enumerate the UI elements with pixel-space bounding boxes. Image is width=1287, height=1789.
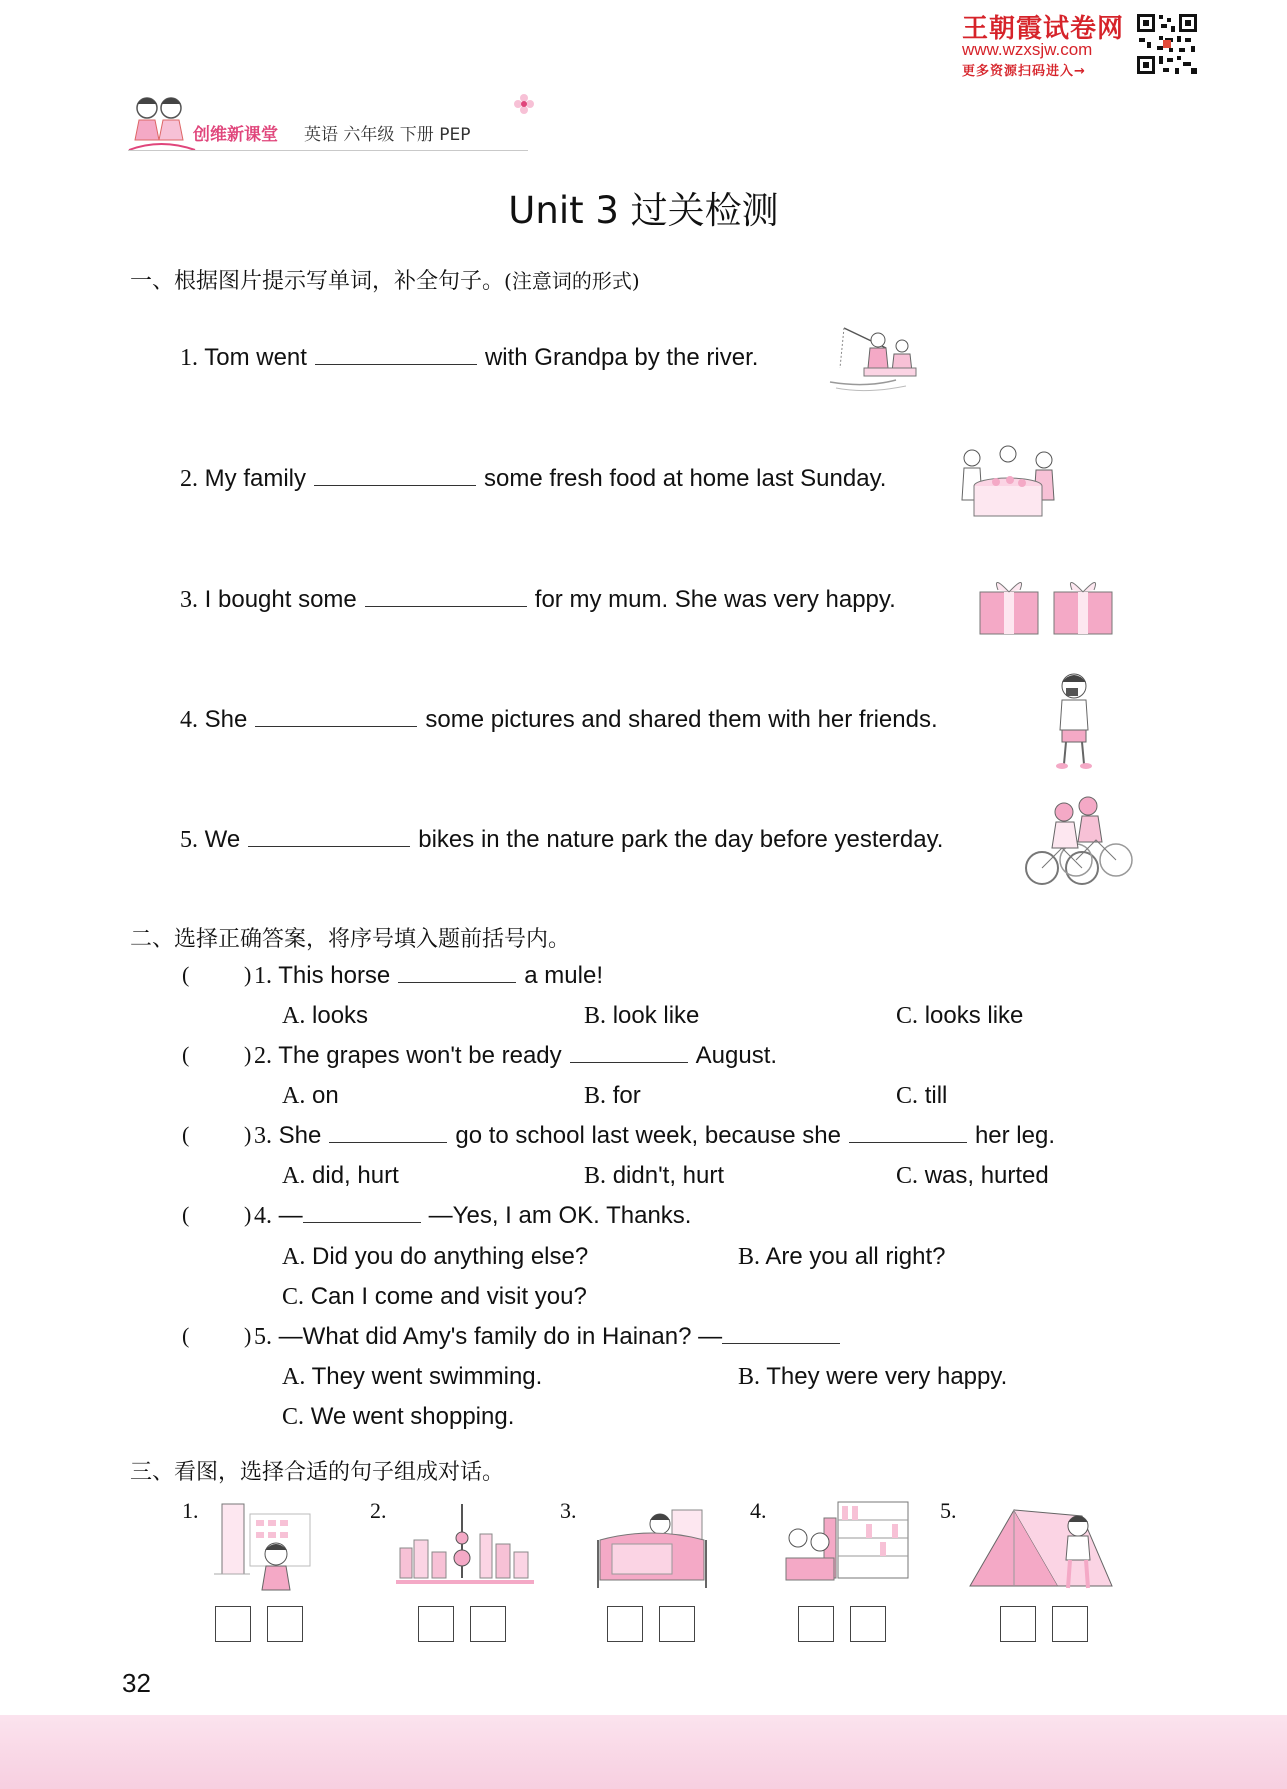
option-letter: A. (282, 1003, 306, 1029)
answer-box[interactable] (1052, 1606, 1088, 1642)
answer-box[interactable] (798, 1606, 834, 1642)
page-title: Unit 3 过关检测 (508, 189, 779, 232)
s1-q1-after: with Grandpa by the river. (484, 344, 759, 371)
option-letter: B. (584, 1163, 607, 1189)
s2-q3-option-b[interactable] (584, 1162, 724, 1190)
s2-question-5 (254, 1323, 848, 1351)
option-text: They were very happy. (766, 1363, 1008, 1390)
s2-q4-num: 4. (254, 1203, 272, 1229)
s1-q4-blank[interactable] (255, 726, 417, 727)
s2-q4-paren-open[interactable]: ( (182, 1202, 190, 1227)
s1-q1-num: 1. (180, 345, 198, 371)
s2-q3-middle: go to school last week, because she (455, 1122, 841, 1149)
s2-q4-option-a[interactable] (282, 1243, 588, 1271)
series-name: 创维新课堂 (193, 125, 278, 145)
answer-box[interactable] (215, 1606, 251, 1642)
section1-heading-text: 一、根据图片提示写单词，补全句子。 (130, 269, 505, 294)
s3-pic-1-num: 1. (182, 1498, 199, 1523)
s2-q2-after: August. (695, 1042, 778, 1069)
s2-q1-before: This horse (278, 962, 391, 989)
city-skyline-illustration-icon (396, 1504, 534, 1588)
option-text: didn't, hurt (612, 1162, 725, 1189)
s2-question-4 (254, 1202, 691, 1230)
s2-q3-blank-2[interactable] (849, 1142, 967, 1143)
s2-q2-option-c[interactable] (896, 1082, 947, 1110)
option-text: on (312, 1082, 339, 1109)
s2-q4-paren-close: ) (244, 1202, 252, 1227)
option-text: look like (612, 1002, 700, 1029)
s1-question-3 (180, 586, 896, 614)
cycling-illustration-icon (1024, 792, 1134, 888)
s1-question-1 (180, 344, 758, 372)
qr-code-icon[interactable] (1135, 12, 1199, 76)
s2-q1-blank[interactable] (398, 982, 516, 983)
footer-band (0, 1715, 1287, 1789)
s1-q1-before: Tom went (204, 344, 307, 371)
s2-q4-before: — (278, 1202, 303, 1229)
option-text: Can I come and visit you? (310, 1283, 587, 1310)
option-letter: A. (282, 1364, 306, 1390)
fishing-illustration-icon (826, 318, 930, 394)
section2-heading: 二、选择正确答案，将序号填入题前括号内。 (130, 927, 571, 952)
s2-q5-before: —What did Amy's family do in Hainan? — (278, 1323, 723, 1350)
option-letter: A. (282, 1083, 306, 1109)
option-text: Did you do anything else? (312, 1243, 589, 1270)
answer-box[interactable] (418, 1606, 454, 1642)
s1-q1-blank[interactable] (315, 364, 477, 365)
s2-q1-option-b[interactable] (584, 1002, 699, 1030)
s2-question-2 (254, 1042, 777, 1070)
girl-camera-illustration-icon (1048, 668, 1098, 770)
s3-pic-5-num: 5. (940, 1498, 957, 1523)
answer-box[interactable] (607, 1606, 643, 1642)
option-letter: C. (896, 1083, 919, 1109)
s2-q2-option-a[interactable] (282, 1082, 339, 1110)
s3-pic-3-num: 3. (560, 1498, 577, 1523)
s2-question-3 (254, 1122, 1055, 1150)
s1-question-4 (180, 706, 938, 734)
option-text: till (924, 1082, 948, 1109)
s2-q2-blank[interactable] (570, 1062, 688, 1063)
sick-in-bed-illustration-icon (592, 1500, 712, 1590)
s2-q2-num: 2. (254, 1043, 272, 1069)
s1-q5-num: 5. (180, 827, 198, 853)
s2-q4-after: —Yes, I am OK. Thanks. (428, 1202, 692, 1229)
option-text: did, hurt (312, 1162, 399, 1189)
s2-q1-option-a[interactable] (282, 1002, 368, 1030)
s2-q4-option-b[interactable] (738, 1243, 945, 1271)
section1-heading (130, 264, 640, 295)
option-letter: C. (896, 1003, 919, 1029)
s1-q3-before: I bought some (204, 586, 357, 613)
s2-q3-paren-open[interactable]: ( (182, 1122, 190, 1147)
phone-call-illustration-icon (210, 1500, 316, 1598)
s2-q1-option-c[interactable] (896, 1002, 1023, 1030)
s2-q2-option-b[interactable] (584, 1082, 641, 1110)
option-text: for (612, 1082, 641, 1109)
option-text: They went swimming. (311, 1363, 543, 1390)
gifts-illustration-icon (976, 572, 1118, 636)
brand-url[interactable]: www.wzxsjw.com (962, 40, 1093, 59)
s2-q3-paren-close: ) (244, 1122, 252, 1147)
s1-q4-before: She (204, 706, 248, 733)
option-letter: C. (282, 1284, 305, 1310)
s2-q5-option-a[interactable] (282, 1363, 542, 1391)
option-text: looks (312, 1002, 369, 1029)
brand-title: 王朝霞试卷网 (962, 14, 1125, 44)
s2-q3-blank-1[interactable] (329, 1142, 447, 1143)
s1-q2-blank[interactable] (314, 485, 476, 486)
s2-q2-before: The grapes won't be ready (278, 1042, 562, 1069)
s2-q5-num: 5. (254, 1324, 272, 1350)
s2-q3-num: 3. (254, 1123, 272, 1149)
option-letter: A. (282, 1163, 306, 1189)
header-divider (128, 150, 528, 151)
answer-box[interactable] (850, 1606, 886, 1642)
s1-q4-after: some pictures and shared them with her friends. (425, 706, 938, 733)
series-logo-icon (125, 88, 197, 158)
option-letter: B. (738, 1364, 761, 1390)
s1-q4-num: 4. (180, 707, 198, 733)
s2-q2-paren-open[interactable]: ( (182, 1042, 190, 1067)
tent-illustration-icon (962, 1500, 1128, 1596)
s2-q1-paren-open[interactable]: ( (182, 962, 190, 987)
s2-q4-blank[interactable] (303, 1222, 421, 1223)
option-text: Are you all right? (765, 1243, 946, 1270)
s2-q2-paren-close: ) (244, 1042, 252, 1067)
option-letter: B. (738, 1244, 761, 1270)
library-illustration-icon (776, 1498, 912, 1590)
answer-box[interactable] (1000, 1606, 1036, 1642)
s2-q1-num: 1. (254, 963, 272, 989)
s2-q3-option-c[interactable] (896, 1162, 1049, 1190)
s2-q3-option-a[interactable] (282, 1162, 399, 1190)
brand-more-text: 更多资源扫码进入→ (962, 64, 1086, 79)
option-text: We went shopping. (310, 1403, 515, 1430)
s2-q1-paren-close: ) (244, 962, 252, 987)
s3-pic-4-num: 4. (750, 1498, 767, 1523)
s1-question-2 (180, 465, 886, 493)
s1-q3-after: for my mum. She was very happy. (534, 586, 896, 613)
s2-q5-paren-open[interactable]: ( (182, 1323, 190, 1348)
option-letter: B. (584, 1003, 607, 1029)
option-text: looks like (924, 1002, 1024, 1029)
page-number: 32 (122, 1668, 151, 1698)
answer-box[interactable] (470, 1606, 506, 1642)
section3-heading: 三、看图，选择合适的句子组成对话。 (130, 1460, 505, 1485)
s2-q5-paren-close: ) (244, 1323, 252, 1348)
s1-q2-after: some fresh food at home last Sunday. (484, 465, 887, 492)
s2-question-1 (254, 962, 603, 990)
option-letter: A. (282, 1244, 306, 1270)
s1-q5-after: bikes in the nature park the day before yesterday. (418, 826, 944, 853)
s2-q5-option-c[interactable] (282, 1403, 514, 1431)
s1-q5-blank[interactable] (248, 846, 410, 847)
s2-q3-after: her leg. (974, 1122, 1056, 1149)
subject-line: 英语 六年级 下册 PEP (304, 125, 471, 145)
answer-box[interactable] (267, 1606, 303, 1642)
s1-q2-before: My family (204, 465, 307, 492)
s2-q5-option-b[interactable] (738, 1363, 1007, 1391)
s3-pic-2-num: 2. (370, 1498, 387, 1523)
s1-q3-blank[interactable] (365, 606, 527, 607)
answer-box[interactable] (659, 1606, 695, 1642)
s1-q3-num: 3. (180, 587, 198, 613)
s1-question-5 (180, 826, 943, 854)
s2-q1-after: a mule! (524, 962, 603, 989)
option-text: was, hurted (924, 1162, 1049, 1189)
option-letter: C. (282, 1404, 305, 1430)
section1-note: (注意词的形式) (504, 269, 640, 293)
s2-q4-option-c[interactable] (282, 1283, 587, 1311)
s1-q2-num: 2. (180, 466, 198, 492)
s2-q3-before: She (278, 1122, 322, 1149)
flower-icon (512, 92, 536, 116)
option-letter: B. (584, 1083, 607, 1109)
option-letter: C. (896, 1163, 919, 1189)
s1-q5-before: We (204, 826, 241, 853)
s2-q5-blank[interactable] (722, 1343, 840, 1344)
family-dinner-illustration-icon (958, 440, 1058, 522)
